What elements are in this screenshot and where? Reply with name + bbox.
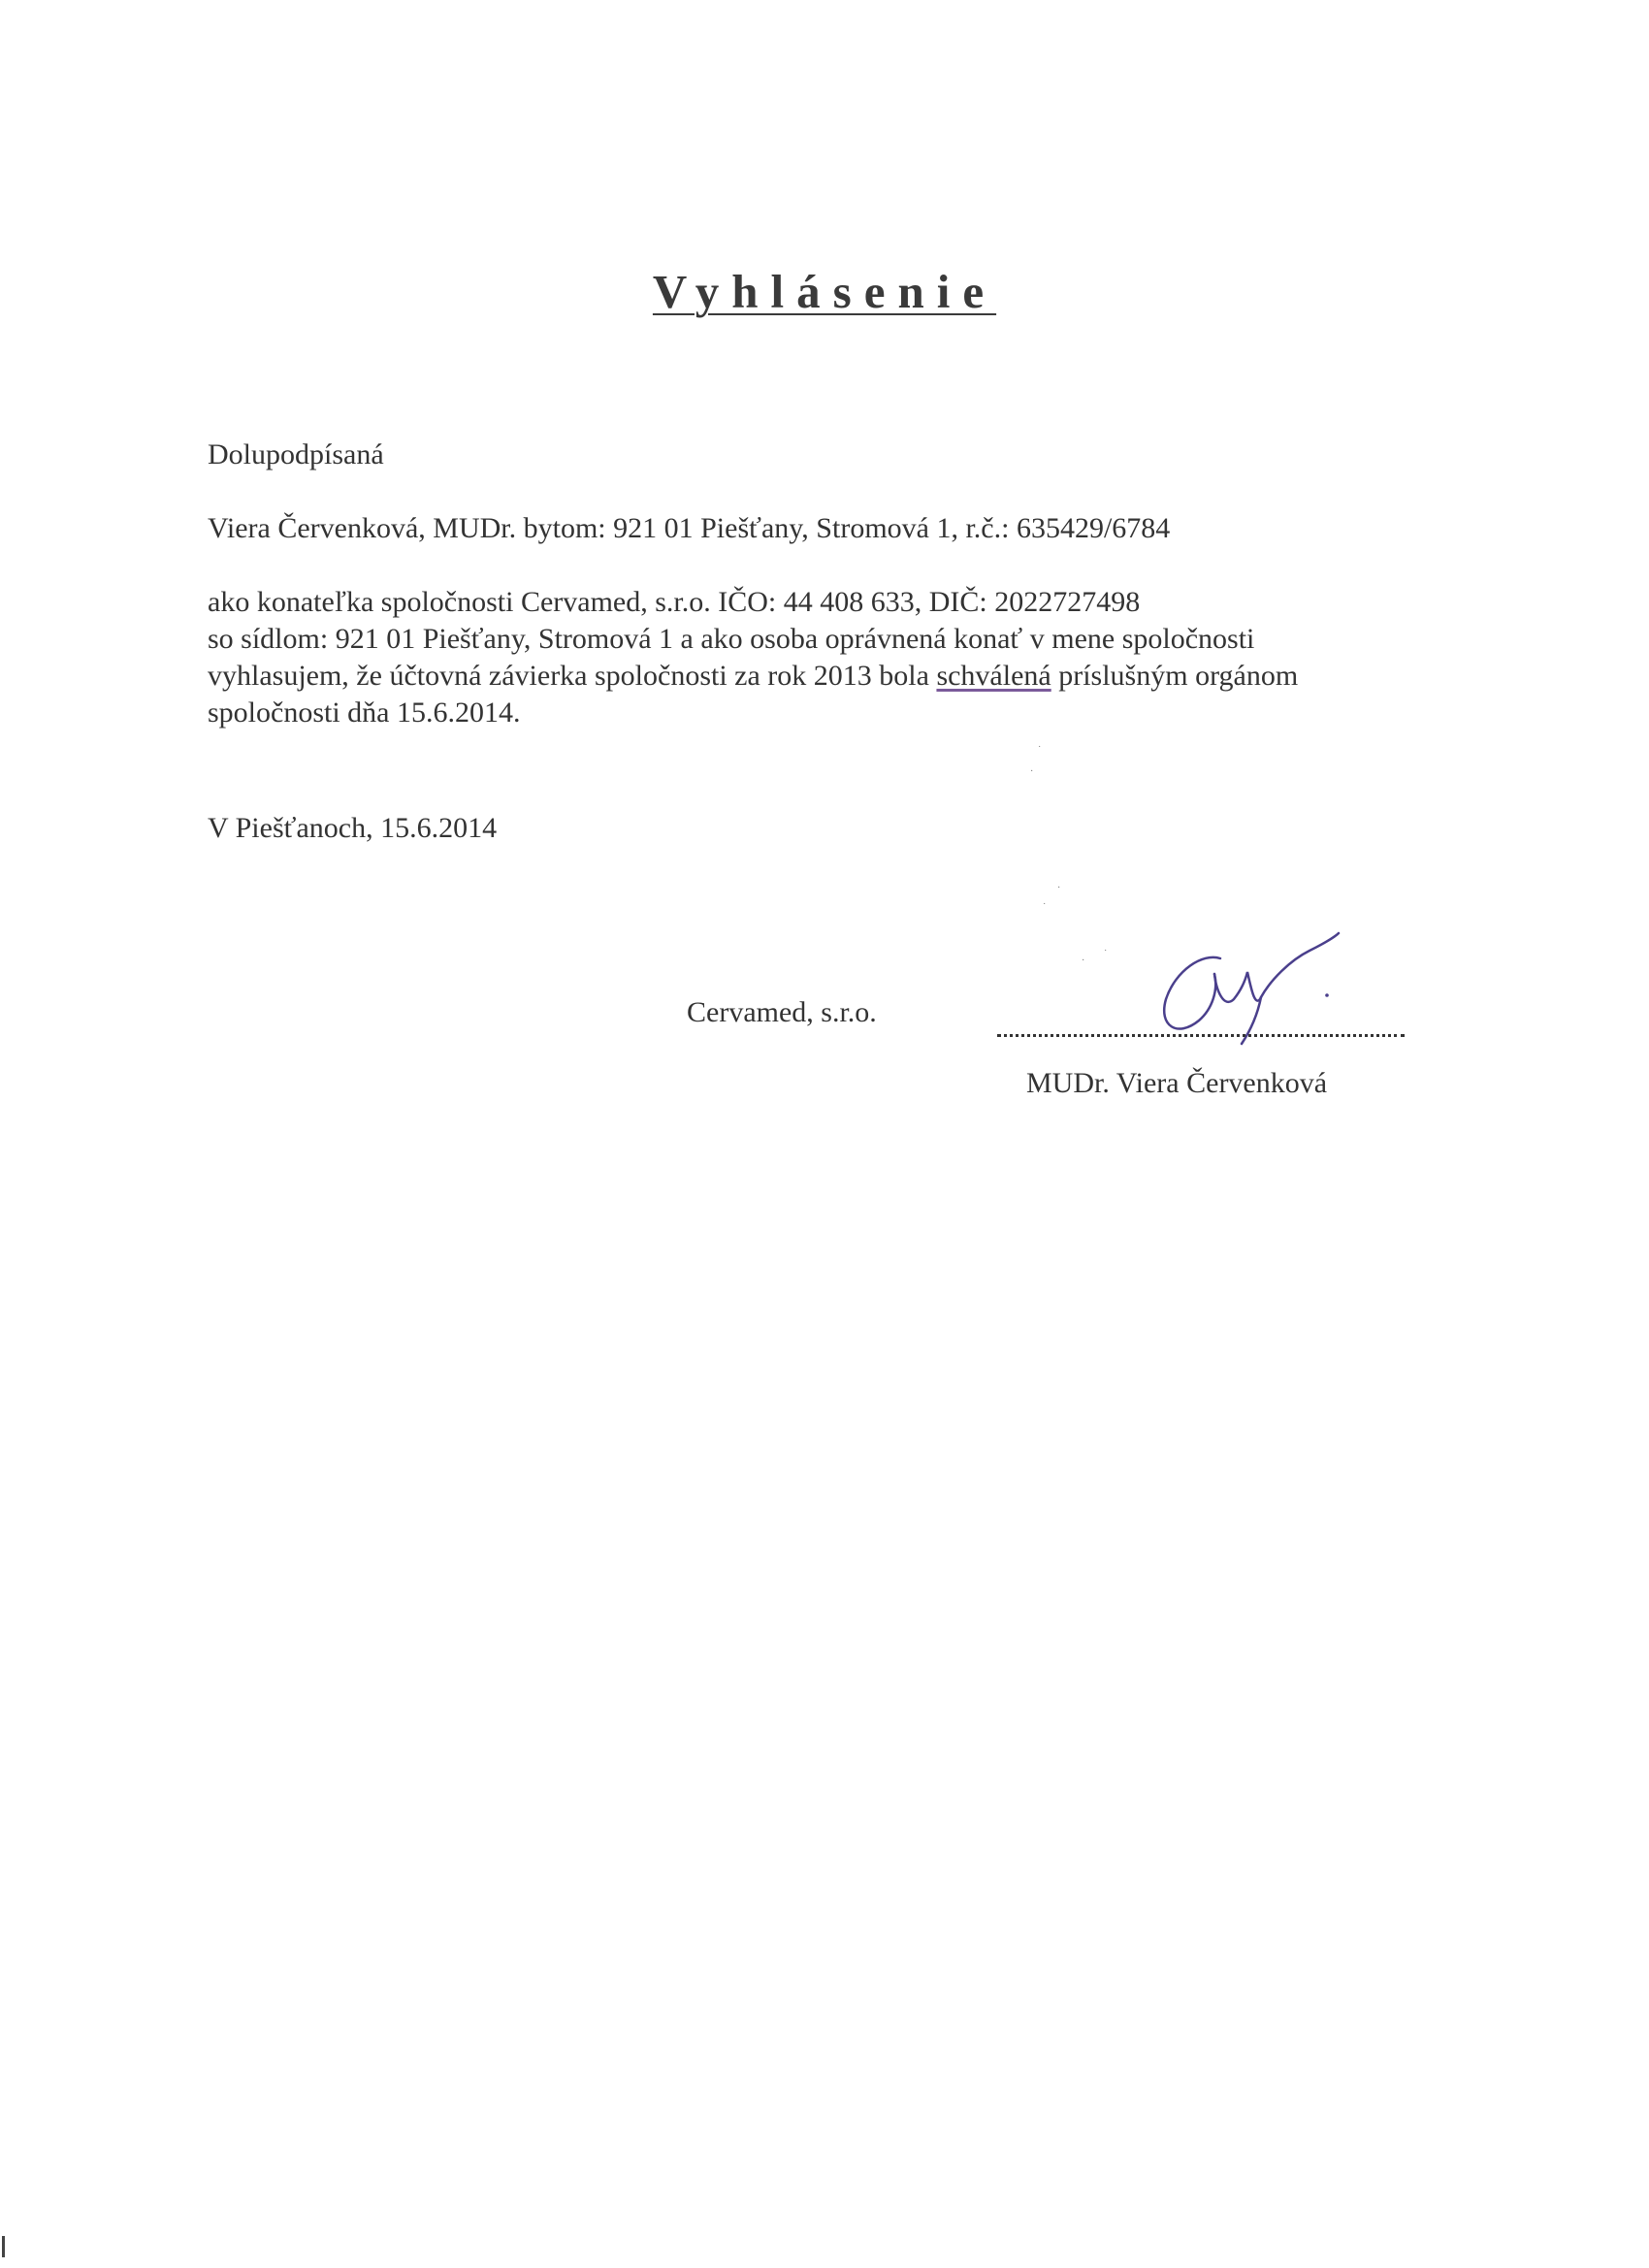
person-line: Viera Červenková, MUDr. bytom: 921 01 Piešťany, Stromová 1, r.č.: 635429/6784 — [208, 512, 1171, 544]
document-title-text: Vyhlásenie — [652, 265, 997, 318]
place-date: V Piešťanoch, 15.6.2014 — [208, 812, 498, 844]
company-name: Cervamed, s.r.o. — [687, 996, 877, 1028]
scan-speck: · — [1082, 956, 1085, 966]
approved-word: schválená — [936, 660, 1051, 692]
scan-edge-mark — [2, 2236, 5, 2257]
scan-speck: · — [1057, 883, 1061, 893]
scan-speck: ˙ — [1104, 949, 1108, 959]
body-line-3 — [208, 658, 1298, 694]
body-line-1: ako konateľka spoločnosti Cervamed, s.r.o. IČO: 44 408 633, DIČ: 2022727498 — [208, 586, 1141, 618]
scan-speck: ˙ — [1038, 745, 1042, 756]
handwritten-signature — [1145, 931, 1368, 1057]
body-line-3-start: vyhlasujem, že účtovná závierka spoločnosti za rok 2013 bola — [208, 660, 937, 692]
signatory-name: MUDr. Viera Červenková — [1026, 1067, 1328, 1099]
signature-line — [997, 1034, 1405, 1037]
salutation: Dolupodpísaná — [208, 438, 384, 470]
body-line-2: so sídlom: 921 01 Piešťany, Stromová 1 a ako osoba oprávnená konať v mene spoločnosti — [208, 623, 1255, 655]
document-title — [0, 264, 1649, 319]
body-line-4: spoločnosti dňa 15.6.2014. — [208, 697, 521, 729]
scan-speck: ˙ — [1043, 902, 1047, 913]
scan-speck: · — [1030, 766, 1034, 777]
body-line-3-end: príslušným orgánom — [1051, 660, 1299, 692]
